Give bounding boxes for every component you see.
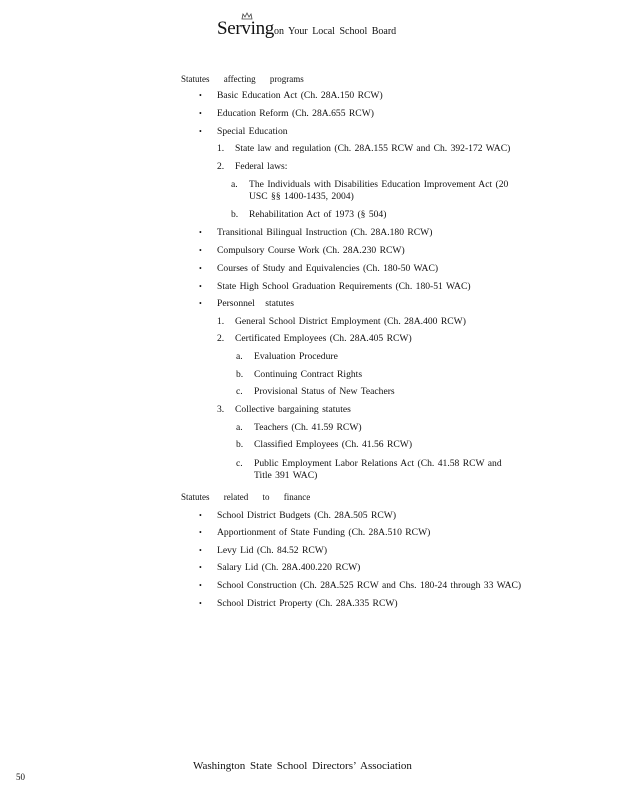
bullet: • — [199, 246, 202, 255]
list-letter: a. — [231, 179, 238, 190]
bullet: • — [199, 528, 202, 537]
list-item-property: School District Property (Ch. 28A.335 RCW) — [217, 598, 398, 609]
list-item-collective: Collective bargaining statutes — [235, 404, 351, 415]
list-item-general-employment: General School District Employment (Ch. 28A.400 RCW) — [235, 316, 466, 327]
bullet: • — [199, 599, 202, 608]
list-item-rehabilitation: Rehabilitation Act of 1973 (§ 504) — [249, 209, 387, 220]
header-title-rest: on Your Local School Board — [274, 26, 397, 37]
list-item-construction: School Construction (Ch. 28A.525 RCW and Chs. 180-24 through 33 WAC) — [217, 580, 522, 591]
list-item-evaluation: Evaluation Procedure — [254, 351, 338, 362]
list-letter: a. — [236, 351, 243, 362]
bullet: • — [199, 91, 202, 100]
section-title-programs: Statutes affecting programs — [181, 74, 304, 84]
list-item-federal-laws: Federal laws: — [235, 161, 288, 172]
list-number: 3. — [217, 404, 225, 415]
bullet: • — [199, 228, 202, 237]
list-item-graduation: State High School Graduation Requirements (Ch. 180-51 WAC) — [217, 281, 471, 292]
list-number: 1. — [217, 143, 225, 154]
bullet: • — [199, 511, 202, 520]
bullet: • — [199, 581, 202, 590]
bullet: • — [199, 299, 202, 308]
list-item-education-reform: Education Reform (Ch. 28A.655 RCW) — [217, 108, 374, 119]
list-item-certificated: Certificated Employees (Ch. 28A.405 RCW) — [235, 333, 412, 344]
section-title-finance: Statutes related to finance — [181, 492, 311, 502]
list-item-salary-lid: Salary Lid (Ch. 28A.400.220 RCW) — [217, 562, 361, 573]
list-letter: b. — [231, 209, 239, 220]
list-item-courses: Courses of Study and Equivalencies (Ch. 180-50 WAC) — [217, 263, 439, 274]
list-item-public-employment-line1: Public Employment Labor Relations Act (Ch. 41.58 RCW and — [254, 458, 502, 469]
list-item-apportionment: Apportionment of State Funding (Ch. 28A.510 RCW) — [217, 527, 431, 538]
list-item-teachers: Teachers (Ch. 41.59 RCW) — [254, 422, 362, 433]
list-item-idea-line2: USC §§ 1400-1435, 2004) — [249, 191, 354, 202]
list-item-state-law: State law and regulation (Ch. 28A.155 RCW and Ch. 392-172 WAC) — [235, 143, 511, 154]
list-item-idea-line1: The Individuals with Disabilities Education Improvement Act (20 — [249, 179, 509, 190]
list-item-special-education: Special Education — [217, 126, 288, 137]
list-item-budgets: School District Budgets (Ch. 28A.505 RCW) — [217, 510, 397, 521]
list-number: 1. — [217, 316, 225, 327]
list-item-personnel: Personnel statutes — [217, 298, 295, 309]
list-number: 2. — [217, 333, 225, 344]
list-number: 2. — [217, 161, 225, 172]
bullet: • — [199, 127, 202, 136]
list-letter: b. — [236, 439, 244, 450]
list-letter: c. — [236, 458, 243, 469]
list-item-basic-education: Basic Education Act (Ch. 28A.150 RCW) — [217, 90, 383, 101]
list-item-levy-lid: Levy Lid (Ch. 84.52 RCW) — [217, 545, 328, 556]
list-letter: c. — [236, 386, 243, 397]
bullet: • — [199, 109, 202, 118]
list-item-provisional: Provisional Status of New Teachers — [254, 386, 395, 397]
list-item-continuing: Continuing Contract Rights — [254, 369, 363, 380]
list-letter: a. — [236, 422, 243, 433]
bullet: • — [199, 546, 202, 555]
header-title-serving: Serving — [217, 18, 275, 39]
list-item-public-employment-line2: Title 391 WAC) — [254, 470, 318, 481]
crown-icon — [241, 12, 253, 20]
bullet: • — [199, 264, 202, 273]
page-number: 50 — [16, 772, 25, 782]
list-item-compulsory: Compulsory Course Work (Ch. 28A.230 RCW) — [217, 245, 405, 256]
bullet: • — [199, 563, 202, 572]
bullet: • — [199, 282, 202, 291]
page-header — [217, 18, 396, 40]
page-footer: Washington State School Directors’ Association — [193, 760, 412, 772]
list-item-transitional: Transitional Bilingual Instruction (Ch. 28A.180 RCW) — [217, 227, 433, 238]
list-item-classified: Classified Employees (Ch. 41.56 RCW) — [254, 439, 413, 450]
list-letter: b. — [236, 369, 244, 380]
